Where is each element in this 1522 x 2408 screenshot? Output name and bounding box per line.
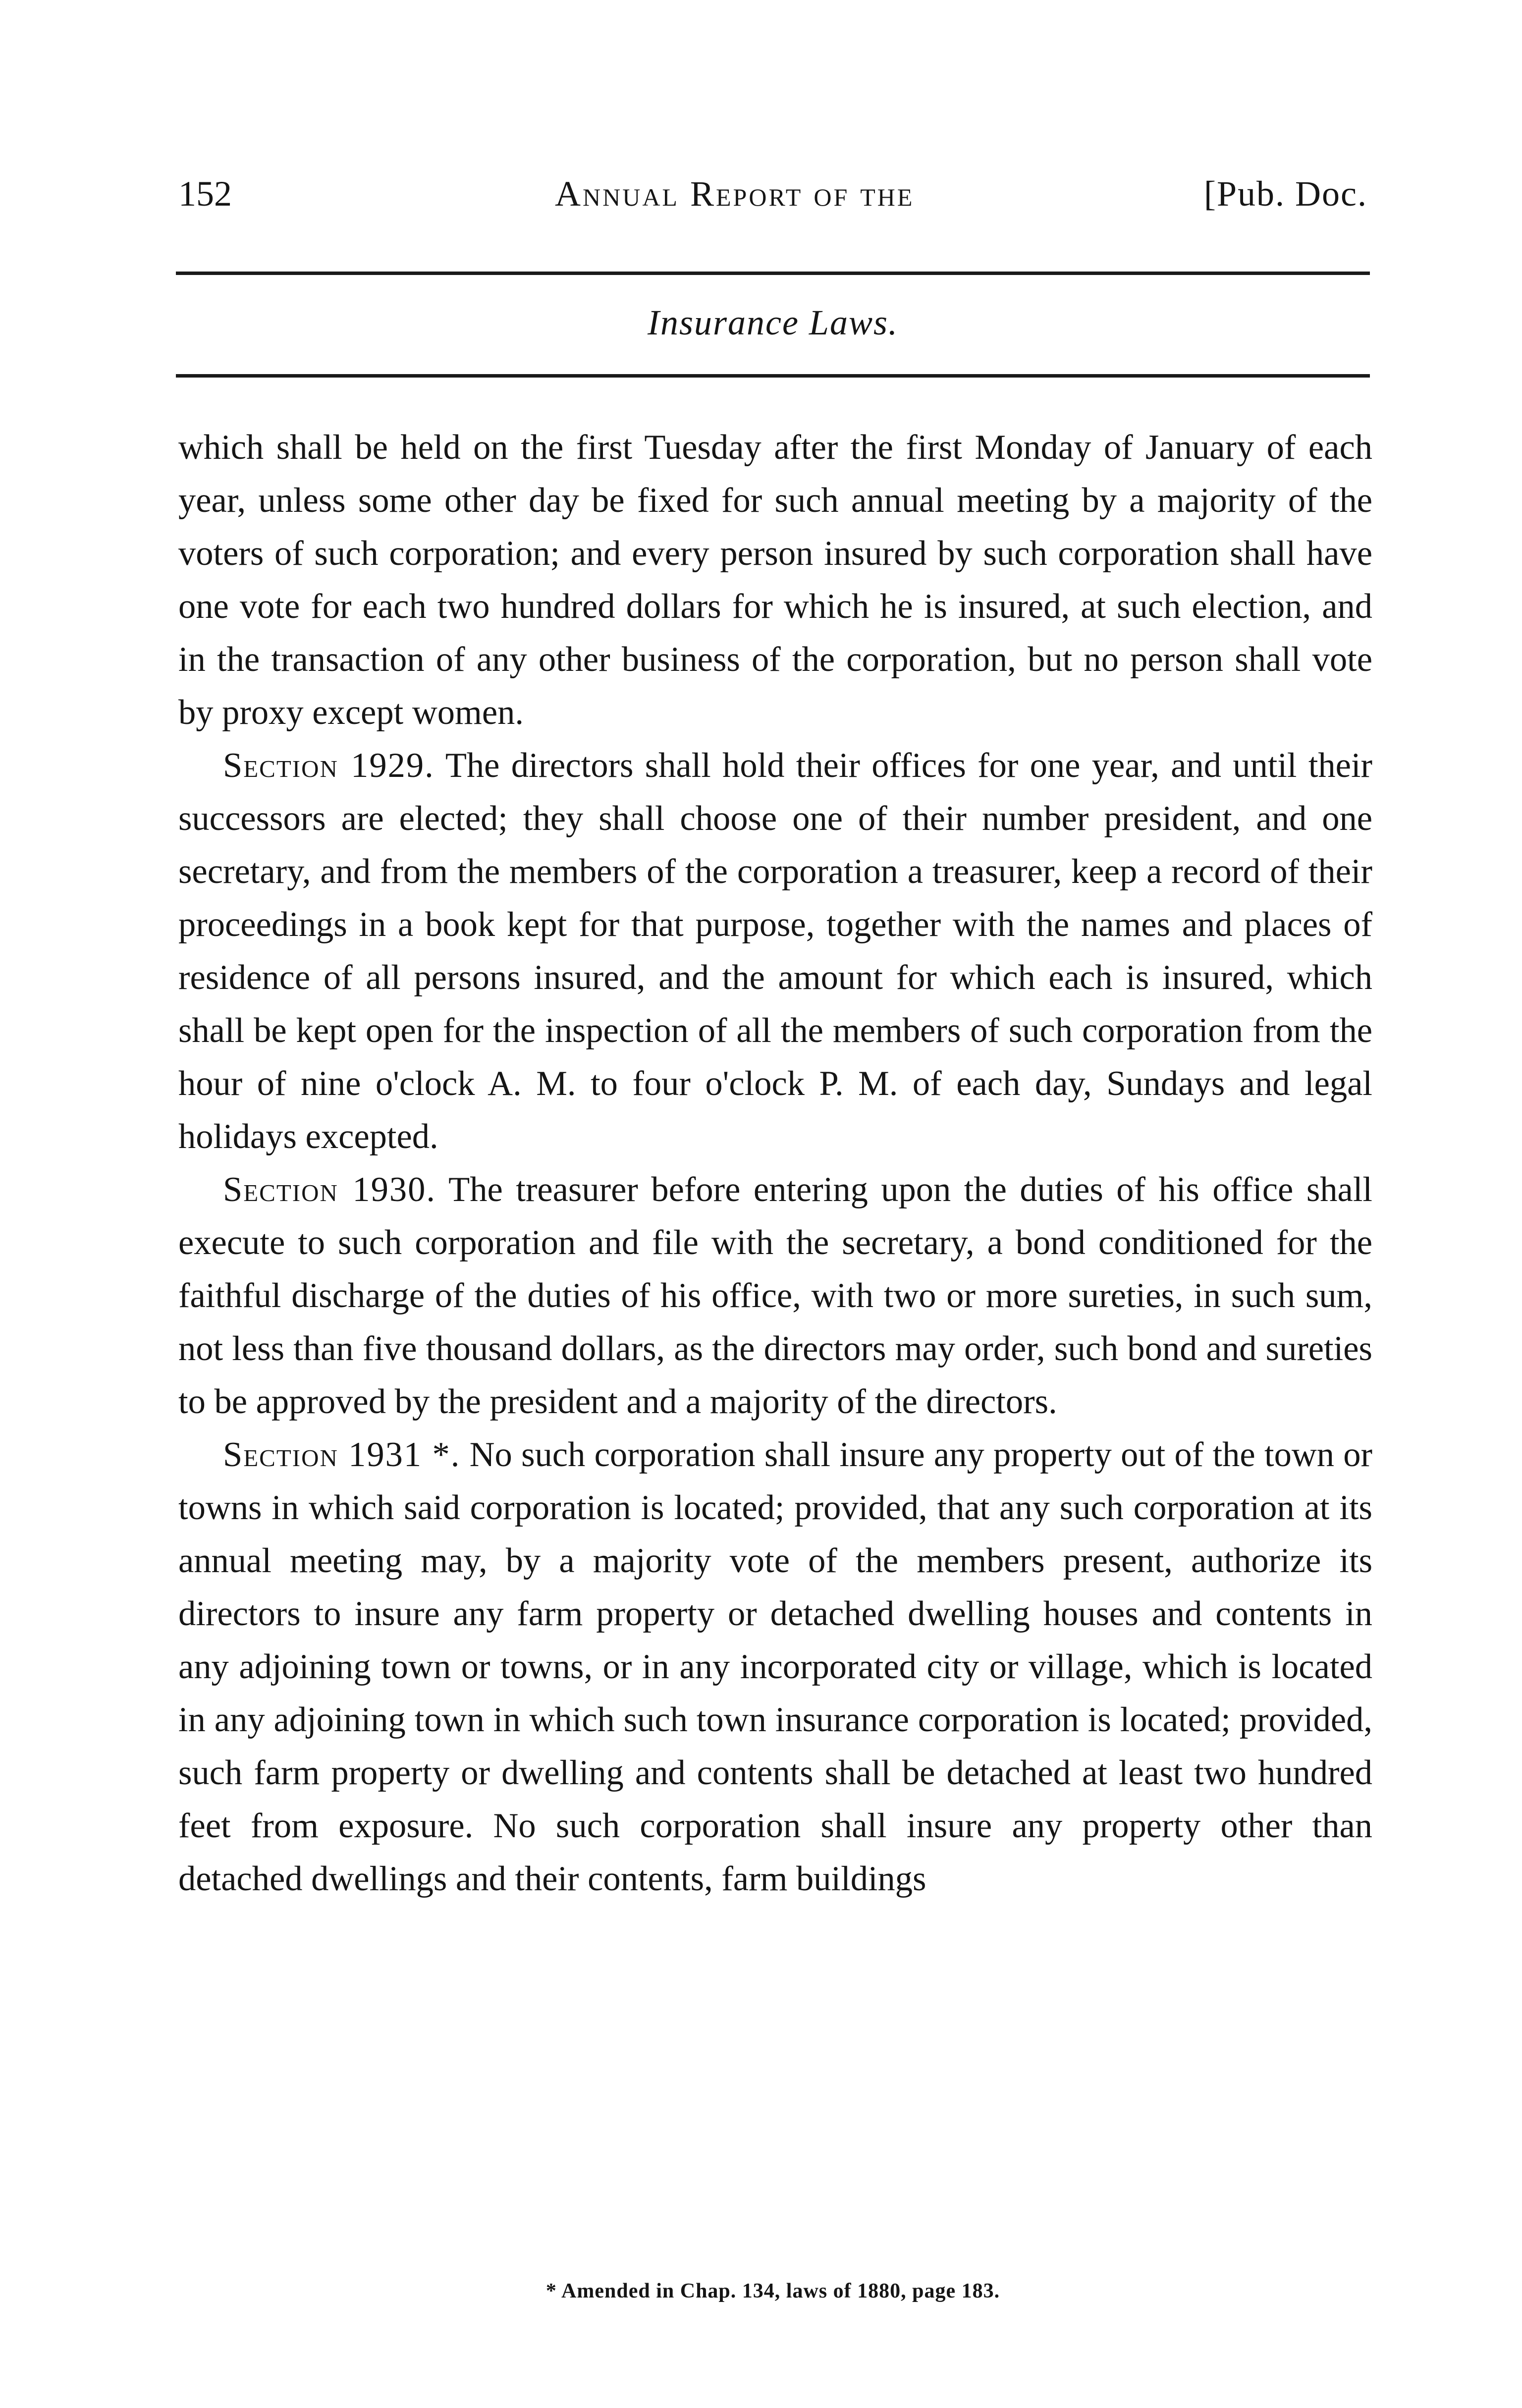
- paragraph-section-1930: [178, 1163, 1372, 1428]
- paragraph-text: No such corporation shall insure any property out of the town or towns in which said corporation is located; provided, that any such corporation at its annual meeting may, by a majority vote of the members present, authorize its directors to insure any farm property or detached dwelling houses and contents in any adjoining town or towns, or in any incorporated city or village, which is located in any adjoining town in which such town insurance corporation is located; provided, such farm property or dwelling and contents shall be detached at least two hundred feet from exposure. No such corporation shall insure any property other than detached dwellings and their contents, farm buildings: [178, 1435, 1373, 1898]
- paragraph-continuation: [178, 421, 1372, 739]
- paragraph-section-1931: [178, 1428, 1372, 1906]
- section-title: Insurance Laws.: [647, 303, 898, 342]
- paragraph-text: The treasurer before entering upon the duties of his office shall execute to such corporation and file with the secretary, a bond conditioned for the faithful discharge of the duties of his office, with two or more sureties, in such sum, not less than five thousand dollars, as the directors may order, such bond and sureties to be approved by the president and a majority of the directors.: [178, 1170, 1372, 1421]
- header-divider-top: [176, 272, 1370, 275]
- running-title: Annual Report of the: [555, 174, 915, 214]
- body-text: [178, 421, 1372, 1906]
- paragraph-section-1929: [178, 739, 1372, 1163]
- page-number: 152: [178, 174, 232, 214]
- section-label: Section 1930.: [223, 1170, 436, 1209]
- document-label: [Pub. Doc.: [1204, 174, 1367, 214]
- paragraph-text: which shall be held on the first Tuesday after the first Monday of January of each year, unless some other day be fixed for such annual meeting by a majority of the voters of such corporation; and every person insured by such corporation shall have one vote for each two hundred dollars for which he is insured, at such election, and in the transaction of any other business of the corporation, but no person shall vote by proxy except women.: [178, 428, 1372, 732]
- header-divider-bottom: [176, 374, 1370, 378]
- paragraph-text: The directors shall hold their offices for one year, and until their successors are elected; they shall choose one of their number president, and one secretary, and from the members of the corporation a treasurer, keep a record of their proceedings in a book kept for that purpose, together with the names and places of residence of all persons insured, and the amount for which each is insured, which shall be kept open for the inspection of all the members of such corporation from the hour of nine o'clock A. M. to four o'clock P. M. of each day, Sundays and legal holidays excepted.: [178, 746, 1373, 1156]
- page-header: [178, 173, 1367, 233]
- footnote: * Amended in Chap. 134, laws of 1880, page 183.: [545, 2280, 1000, 2302]
- section-label: Section 1931 *.: [223, 1435, 461, 1474]
- section-label: Section 1929.: [223, 746, 435, 785]
